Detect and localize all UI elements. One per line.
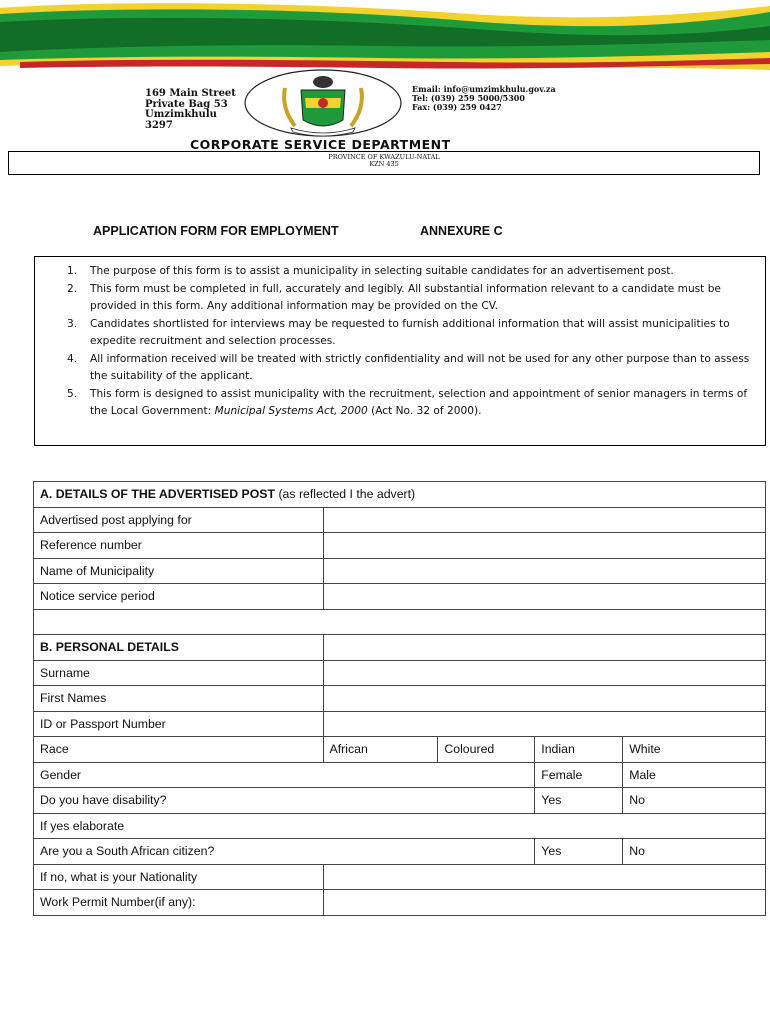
instruction-item: 2. This form must be completed in full, accurately and legibly. All substantial information relevant to a candidate must be provided in this form. Any additional information may be provided on the CV. xyxy=(67,282,721,312)
application-form-table xyxy=(33,481,766,916)
field-label: Advertised post applying for xyxy=(34,507,324,533)
disability-elaborate-field[interactable]: If yes elaborate xyxy=(34,813,766,839)
field-label: Notice service period xyxy=(34,584,324,610)
field-label: Surname xyxy=(34,660,324,686)
instructions-list xyxy=(67,263,757,421)
municipality-name-input[interactable] xyxy=(323,558,765,584)
instruction-item: 3. Candidates shortlisted for interviews may be requested to furnish additional information that will assist municipalities to expedite recruitment and selection processes. xyxy=(67,317,730,347)
act-number: (Act No. 32 of 2000). xyxy=(371,405,482,417)
surname-input[interactable] xyxy=(323,660,765,686)
disability-option-yes[interactable]: Yes xyxy=(535,788,623,814)
section-a-header xyxy=(34,482,766,508)
reference-number-input[interactable] xyxy=(323,533,765,559)
table-row xyxy=(34,558,766,584)
section-a-subtitle: (as reflected I the advert) xyxy=(278,487,416,502)
race-option-coloured[interactable]: Coloured xyxy=(438,737,535,763)
spacer-row xyxy=(34,609,766,635)
table-row xyxy=(34,813,766,839)
province-text xyxy=(9,154,759,168)
instructions-box xyxy=(34,256,766,446)
table-row xyxy=(34,533,766,559)
work-permit-input[interactable] xyxy=(323,890,765,916)
advertised-post-input[interactable] xyxy=(323,507,765,533)
annexure-label: ANNEXURE C xyxy=(420,224,503,238)
id-passport-input[interactable] xyxy=(323,711,765,737)
race-option-white[interactable]: White xyxy=(623,737,766,763)
notice-period-input[interactable] xyxy=(323,584,765,610)
race-option-indian[interactable]: Indian xyxy=(535,737,623,763)
table-row xyxy=(34,839,766,865)
table-row xyxy=(34,788,766,814)
email-line: Email: info@umzimkhulu.gov.za xyxy=(412,84,556,94)
gender-option-female[interactable]: Female xyxy=(535,762,623,788)
race-option-african[interactable]: African xyxy=(323,737,438,763)
municipal-crest-icon xyxy=(243,68,403,138)
instruction-text: Candidates shortlisted for interviews may be requested to furnish additional information that will assist municipalities to expedite recruitment and selection processes. xyxy=(90,317,730,347)
municipal-address xyxy=(145,89,236,131)
instruction-item: 1. The purpose of this form is to assist a municipality in selecting suitable candidates for an advertisement post. xyxy=(67,265,674,277)
disability-option-no[interactable]: No xyxy=(623,788,766,814)
field-label: Race xyxy=(34,737,324,763)
table-row xyxy=(34,890,766,916)
instruction-text: This form is designed to assist municipality with the recruitment, selection and appointment of senior managers in terms of the Local Government: xyxy=(90,387,748,417)
first-names-input[interactable] xyxy=(323,686,765,712)
table-row xyxy=(34,737,766,763)
province-line: PROVINCE OF KWAZULU-NATAL xyxy=(328,153,440,161)
fax-line: Fax: (039) 259 0427 xyxy=(412,102,502,112)
table-row xyxy=(34,864,766,890)
form-title: APPLICATION FORM FOR EMPLOYMENT xyxy=(93,224,339,238)
spacer-cell xyxy=(34,609,766,635)
tel-line: Tel: (039) 259 5000/5300 xyxy=(412,93,525,103)
field-label: Work Permit Number(if any): xyxy=(34,890,324,916)
field-label: If no, what is your Nationality xyxy=(34,864,324,890)
instruction-text: All information received will be treated with strictly confidentiality and will not be used for any other purpose than to assess the suitability of the applicant. xyxy=(90,352,750,382)
section-b-header: B. PERSONAL DETAILS xyxy=(34,635,324,661)
instruction-item: 5. This form is designed to assist municipality with the recruitment, selection and appointment of senior managers in terms of the Local Government: Municipal Systems Act, 2000 (Act No. 32 of 2000). xyxy=(67,387,748,417)
address-line: 169 Main Street xyxy=(145,88,236,99)
field-label: First Names xyxy=(34,686,324,712)
section-a-title: A. DETAILS OF THE ADVERTISED POST xyxy=(40,487,276,502)
act-name: Municipal Systems Act, 2000 xyxy=(214,405,372,417)
gender-option-male[interactable]: Male xyxy=(623,762,766,788)
province-code: KZN 435 xyxy=(369,160,399,168)
field-label: Name of Municipality xyxy=(34,558,324,584)
field-label: Gender xyxy=(34,762,535,788)
field-label: Reference number xyxy=(34,533,324,559)
table-row xyxy=(34,584,766,610)
nationality-input[interactable] xyxy=(323,864,765,890)
field-label: Are you a South African citizen? xyxy=(34,839,535,865)
table-row xyxy=(34,686,766,712)
address-line: Private Bag 53 xyxy=(145,98,228,110)
address-line: Umzimkhulu xyxy=(145,109,217,120)
address-line: 3297 xyxy=(145,119,173,131)
contact-details xyxy=(412,85,556,112)
section-b-blank xyxy=(323,635,765,661)
instruction-item: 4. All information received will be treated with strictly confidentiality and will not be used for any other purpose than to assess the suitability of the applicant. xyxy=(67,352,750,382)
field-label: Do you have disability? xyxy=(34,788,535,814)
citizen-option-yes[interactable]: Yes xyxy=(535,839,623,865)
table-row xyxy=(34,762,766,788)
table-row xyxy=(34,660,766,686)
table-row xyxy=(34,507,766,533)
table-row xyxy=(34,711,766,737)
province-box xyxy=(8,151,760,175)
citizen-option-no[interactable]: No xyxy=(623,839,766,865)
instruction-text: This form must be completed in full, accurately and legibly. All substantial information relevant to a candidate must be provided in this form. Any additional information may be provided on the CV. xyxy=(90,282,721,312)
department-title: CORPORATE SERVICE DEPARTMENT xyxy=(190,137,451,152)
field-label: ID or Passport Number xyxy=(34,711,324,737)
instruction-text: The purpose of this form is to assist a municipality in selecting suitable candidates for an advertisement post. xyxy=(90,265,674,277)
